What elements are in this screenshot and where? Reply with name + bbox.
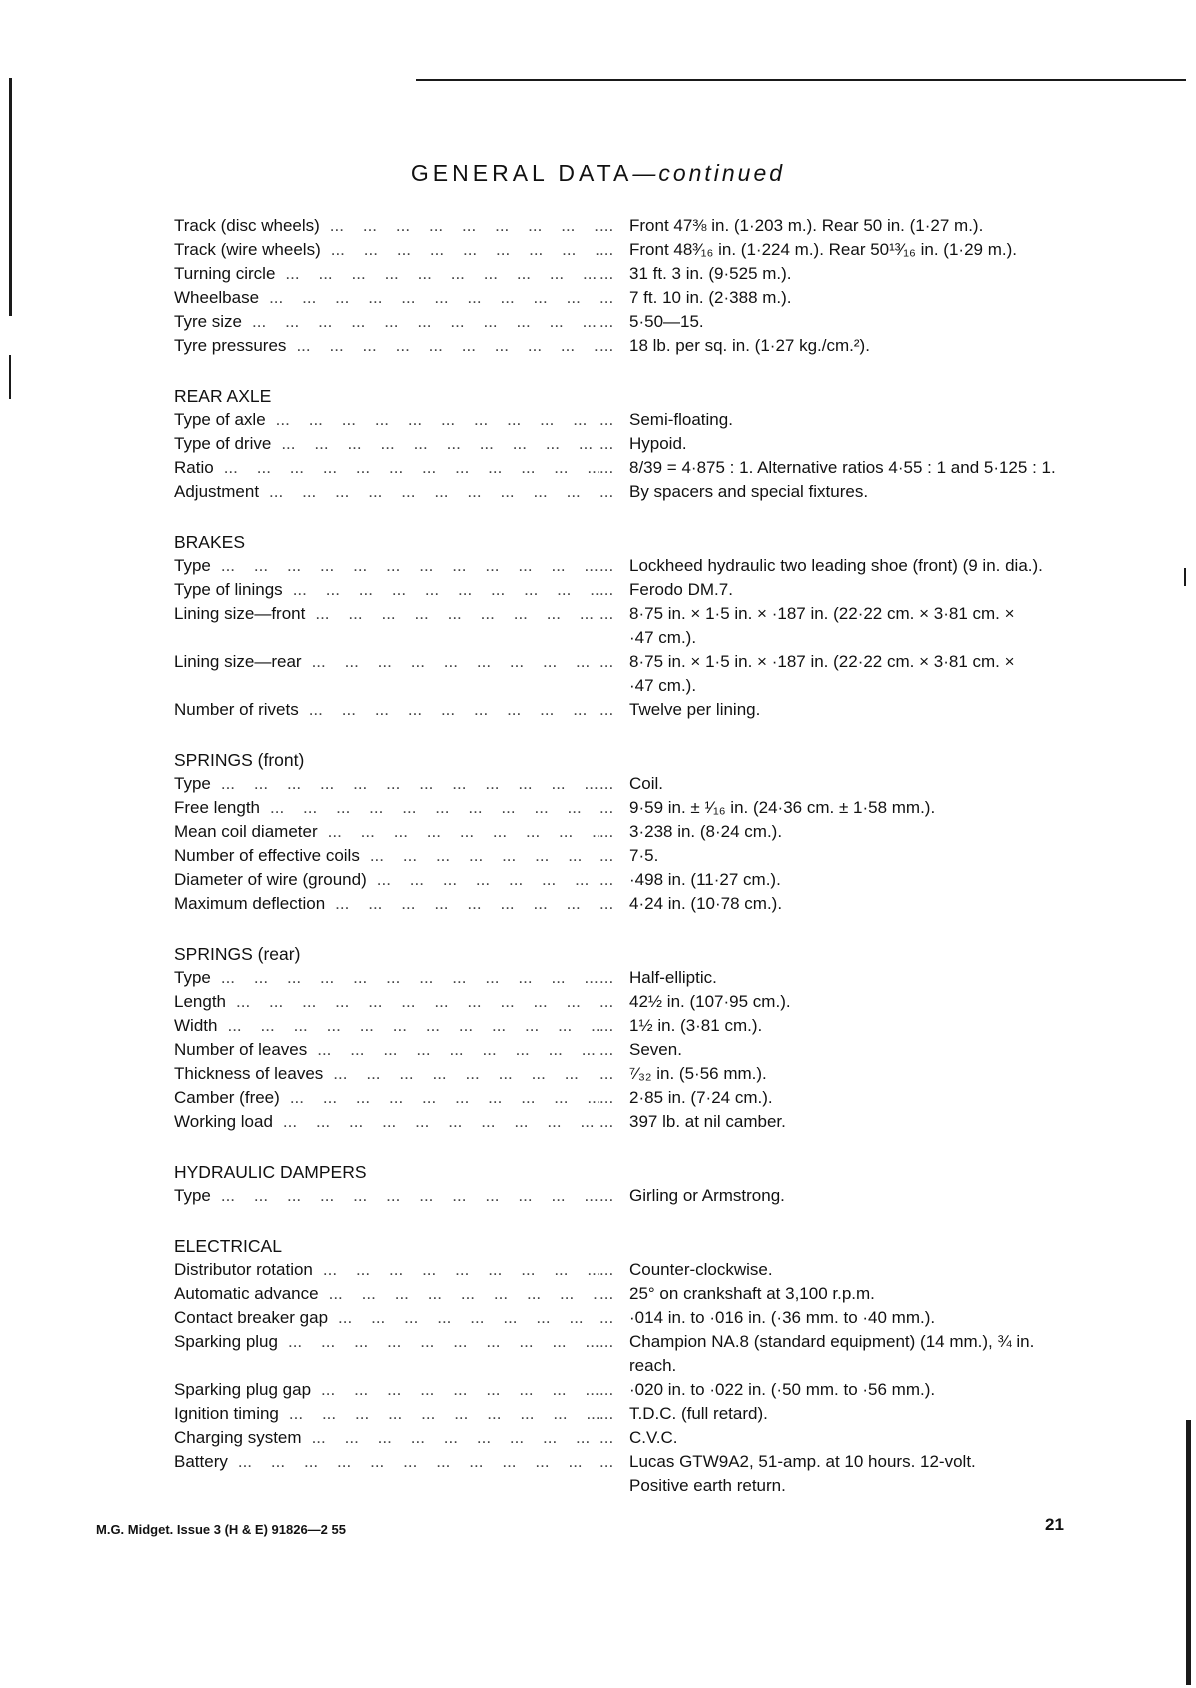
spec-row bbox=[174, 990, 1084, 1014]
spec-label bbox=[174, 1184, 599, 1208]
spec-value: 5·50—15. bbox=[629, 312, 704, 331]
spec-label bbox=[174, 1426, 599, 1450]
leader-dots: ... bbox=[599, 1088, 614, 1107]
spec-value: 8·75 in. × 1·5 in. × ·187 in. (22·22 cm. × 3·81 cm. × ·47 cm.). bbox=[629, 604, 1015, 647]
spec-value: 8·75 in. × 1·5 in. × ·187 in. (22·22 cm. × 3·81 cm. × ·47 cm.). bbox=[629, 652, 1015, 695]
spec-value: Semi-floating. bbox=[629, 410, 733, 429]
spec-row bbox=[174, 1038, 1084, 1062]
leader-dots: ... bbox=[599, 1308, 614, 1327]
spec-label-text: Width bbox=[174, 1016, 218, 1035]
leader-dots: ... bbox=[599, 1112, 614, 1131]
spec-label-text: Ignition timing bbox=[174, 1404, 279, 1423]
spec-row bbox=[174, 1014, 1084, 1038]
spec-value: Front 48³⁄₁₆ in. (1·224 m.). Rear 50¹³⁄₁₆ in. (1·29 m.). bbox=[629, 240, 1017, 259]
spec-label-text: Free length bbox=[174, 798, 260, 817]
left-margin-mark-small bbox=[9, 355, 11, 399]
spec-label-text: Lining size—front bbox=[174, 604, 306, 623]
spec-row bbox=[174, 456, 1084, 480]
left-margin-mark bbox=[9, 78, 12, 316]
spec-label-text: Diameter of wire (ground) bbox=[174, 870, 367, 889]
spec-value: 25° on crankshaft at 3,100 r.p.m. bbox=[629, 1284, 875, 1303]
spec-section bbox=[174, 1234, 1084, 1498]
spec-label-text: Type of axle bbox=[174, 410, 266, 429]
leader-dots: ... bbox=[599, 700, 614, 719]
leader-dots: ... bbox=[599, 652, 614, 671]
spec-label-text: Type bbox=[174, 1186, 211, 1205]
spec-label bbox=[174, 820, 599, 844]
spec-label bbox=[174, 1062, 599, 1086]
spec-row bbox=[174, 262, 1084, 286]
spec-row bbox=[174, 966, 1084, 990]
spec-label bbox=[174, 966, 599, 990]
spec-row bbox=[174, 286, 1084, 310]
leader-dots: ... bbox=[599, 894, 614, 913]
spec-label-text: Sparking plug bbox=[174, 1332, 278, 1351]
leader-dots: ... bbox=[599, 482, 614, 501]
spec-row bbox=[174, 408, 1084, 432]
spec-label-text: Type of drive bbox=[174, 434, 272, 453]
spec-section bbox=[174, 530, 1084, 722]
right-margin-mark bbox=[1184, 568, 1186, 586]
spec-label-text: Contact breaker gap bbox=[174, 1308, 329, 1327]
spec-row bbox=[174, 844, 1084, 868]
spec-row bbox=[174, 1258, 1084, 1282]
spec-label-text: Tyre pressures bbox=[174, 336, 287, 355]
spec-value: Hypoid. bbox=[629, 434, 687, 453]
spec-row bbox=[174, 796, 1084, 820]
spec-value: 2·85 in. (7·24 cm.). bbox=[629, 1088, 773, 1107]
spec-label bbox=[174, 1086, 599, 1110]
spec-value: Champion NA.8 (standard equipment) (14 mm.), ¾ in. reach. bbox=[629, 1332, 1035, 1375]
spec-label bbox=[174, 480, 599, 504]
spec-value: Lucas GTW9A2, 51-amp. at 10 hours. 12-volt. Positive earth return. bbox=[629, 1452, 976, 1495]
spec-label-text: Type bbox=[174, 774, 211, 793]
spec-value: 3·238 in. (8·24 cm.). bbox=[629, 822, 783, 841]
spec-row bbox=[174, 1330, 1084, 1378]
page-title bbox=[0, 160, 1196, 187]
spec-value: 397 lb. at nil camber. bbox=[629, 1112, 786, 1131]
spec-label-text: Track (wire wheels) bbox=[174, 240, 321, 259]
leader-dots: ... bbox=[599, 604, 614, 623]
spec-value: Ferodo DM.7. bbox=[629, 580, 733, 599]
spec-value: 9·59 in. ± ¹⁄₁₆ in. (24·36 cm. ± 1·58 mm.). bbox=[629, 798, 936, 817]
leader-dots: ... bbox=[599, 1040, 614, 1059]
section-heading: SPRINGS (front) bbox=[174, 750, 305, 770]
spec-label bbox=[174, 990, 599, 1014]
leader-dots: ... bbox=[599, 1260, 614, 1279]
leader-dots: ... bbox=[599, 312, 614, 331]
leader-dots: ... bbox=[599, 458, 614, 477]
spec-row bbox=[174, 1426, 1084, 1450]
spec-label-text: Ratio bbox=[174, 458, 214, 477]
spec-label-text: Lining size—rear bbox=[174, 652, 302, 671]
spec-row bbox=[174, 1110, 1084, 1134]
spec-label-text: Adjustment bbox=[174, 482, 260, 501]
section-heading: HYDRAULIC DAMPERS bbox=[174, 1162, 367, 1182]
spec-value: By spacers and special fixtures. bbox=[629, 482, 869, 501]
spec-label bbox=[174, 310, 599, 334]
spec-label-text: Automatic advance bbox=[174, 1284, 319, 1303]
spec-label bbox=[174, 1402, 599, 1426]
spec-row bbox=[174, 310, 1084, 334]
spec-section bbox=[174, 942, 1084, 1134]
spec-value: 18 lb. per sq. in. (1·27 kg./cm.²). bbox=[629, 336, 870, 355]
spec-row bbox=[174, 1062, 1084, 1086]
spec-label bbox=[174, 578, 599, 602]
spec-label-text: Number of effective coils bbox=[174, 846, 360, 865]
spec-label bbox=[174, 214, 599, 238]
spec-label bbox=[174, 1282, 599, 1306]
spec-row bbox=[174, 1378, 1084, 1402]
spec-label-text: Turning circle bbox=[174, 264, 276, 283]
spec-value: 31 ft. 3 in. (9·525 m.). bbox=[629, 264, 792, 283]
spec-label bbox=[174, 844, 599, 868]
page-title-main: GENERAL DATA bbox=[410, 160, 633, 186]
leader-dots: ... bbox=[599, 434, 614, 453]
spec-value: Counter-clockwise. bbox=[629, 1260, 773, 1279]
spec-label bbox=[174, 1258, 599, 1282]
spec-row bbox=[174, 554, 1084, 578]
spec-value: 7·5. bbox=[629, 846, 659, 865]
spec-section bbox=[174, 214, 1084, 358]
spec-row bbox=[174, 1282, 1084, 1306]
spec-label bbox=[174, 456, 599, 480]
leader-dots: ... bbox=[599, 264, 614, 283]
page-number: 21 bbox=[1045, 1515, 1064, 1534]
spec-row bbox=[174, 432, 1084, 456]
spec-value: ·014 in. to ·016 in. (·36 mm. to ·40 mm.). bbox=[629, 1308, 936, 1327]
spec-row bbox=[174, 820, 1084, 844]
spec-value: Girling or Armstrong. bbox=[629, 1186, 785, 1205]
spec-section bbox=[174, 1160, 1084, 1208]
leader-dots: ... bbox=[599, 556, 614, 575]
leader-dots: ... bbox=[599, 846, 614, 865]
spec-row bbox=[174, 1306, 1084, 1330]
spec-label bbox=[174, 892, 599, 916]
spec-label bbox=[174, 286, 599, 310]
spec-value: Coil. bbox=[629, 774, 664, 793]
spec-label bbox=[174, 334, 599, 358]
spec-label bbox=[174, 1038, 599, 1062]
spec-row bbox=[174, 480, 1084, 504]
spec-content bbox=[174, 214, 1084, 1524]
spec-value: Half-elliptic. bbox=[629, 968, 717, 987]
spec-value: ·498 in. (11·27 cm.). bbox=[629, 870, 781, 889]
leader-dots: ... bbox=[599, 1380, 614, 1399]
spec-label-text: Working load bbox=[174, 1112, 273, 1131]
spec-label-text: Length bbox=[174, 992, 226, 1011]
spec-value: ·020 in. to ·022 in. (·50 mm. to ·56 mm.). bbox=[629, 1380, 936, 1399]
spec-row bbox=[174, 1086, 1084, 1110]
spec-value: ⁷⁄₃₂ in. (5·56 mm.). bbox=[629, 1064, 767, 1083]
spec-label bbox=[174, 408, 599, 432]
spec-label-text: Number of rivets bbox=[174, 700, 299, 719]
spec-value: 8/39 = 4·875 : 1. Alternative ratios 4·55 : 1 and 5·125 : 1. bbox=[629, 458, 1056, 477]
spec-row bbox=[174, 1450, 1084, 1498]
leader-dots: ... bbox=[599, 1452, 614, 1471]
spec-label-text: Number of leaves bbox=[174, 1040, 308, 1059]
spec-label bbox=[174, 432, 599, 456]
spec-label-text: Distributor rotation bbox=[174, 1260, 313, 1279]
leader-dots: ... bbox=[599, 410, 614, 429]
spec-label bbox=[174, 602, 599, 650]
spec-label-text: Camber (free) bbox=[174, 1088, 280, 1107]
spec-label bbox=[174, 698, 599, 722]
spec-label-text: Mean coil diameter bbox=[174, 822, 318, 841]
spec-value: Front 47⅜ in. (1·203 m.). Rear 50 in. (1·27 m.). bbox=[629, 216, 984, 235]
leader-dots: ... bbox=[599, 1404, 614, 1423]
spec-label-text: Wheelbase bbox=[174, 288, 260, 307]
spec-label bbox=[174, 772, 599, 796]
spec-value: Seven. bbox=[629, 1040, 682, 1059]
spec-value: 1½ in. (3·81 cm.). bbox=[629, 1016, 763, 1035]
spec-value: 4·24 in. (10·78 cm.). bbox=[629, 894, 783, 913]
spec-row bbox=[174, 602, 1084, 650]
spec-row bbox=[174, 214, 1084, 238]
leader-dots: ... bbox=[599, 1332, 614, 1351]
spec-section bbox=[174, 384, 1084, 504]
leader-dots: ... bbox=[599, 1016, 614, 1035]
spec-row bbox=[174, 238, 1084, 262]
spec-label-text: Thickness of leaves bbox=[174, 1064, 324, 1083]
footer-publication: M.G. Midget. Issue 3 (H & E) 91826—2 55 bbox=[96, 1522, 346, 1537]
spec-label bbox=[174, 1330, 599, 1378]
leader-dots: ... bbox=[599, 240, 614, 259]
spec-value: Lockheed hydraulic two leading shoe (front) (9 in. dia.). bbox=[629, 556, 1043, 575]
spec-label bbox=[174, 238, 599, 262]
spec-section bbox=[174, 748, 1084, 916]
spec-row bbox=[174, 772, 1084, 796]
spec-label-text: Tyre size bbox=[174, 312, 243, 331]
spec-label-text: Track (disc wheels) bbox=[174, 216, 320, 235]
spec-label-text: Type bbox=[174, 968, 211, 987]
spec-label bbox=[174, 1378, 599, 1402]
spec-label bbox=[174, 868, 599, 892]
spec-row bbox=[174, 892, 1084, 916]
spec-label bbox=[174, 554, 599, 578]
spec-label-text: Charging system bbox=[174, 1428, 302, 1447]
spec-value: T.D.C. (full retard). bbox=[629, 1404, 768, 1423]
spec-label bbox=[174, 1014, 599, 1038]
spec-value: C.V.C. bbox=[629, 1428, 678, 1447]
section-heading: BRAKES bbox=[174, 532, 245, 552]
page-title-suffix: —continued bbox=[632, 160, 786, 186]
leader-dots: ... bbox=[599, 216, 614, 235]
spec-label bbox=[174, 1306, 599, 1330]
leader-dots: ... bbox=[599, 992, 614, 1011]
spec-label-text: Battery bbox=[174, 1452, 228, 1471]
spec-label bbox=[174, 796, 599, 820]
leader-dots: ... bbox=[599, 774, 614, 793]
spec-label bbox=[174, 1110, 599, 1134]
spec-row bbox=[174, 698, 1084, 722]
spec-label bbox=[174, 1450, 599, 1498]
leader-dots: ... bbox=[599, 968, 614, 987]
spec-label-text: Type of linings bbox=[174, 580, 283, 599]
spec-row bbox=[174, 578, 1084, 602]
section-heading: ELECTRICAL bbox=[174, 1236, 282, 1256]
leader-dots: ... bbox=[599, 1428, 614, 1447]
leader-dots: ... bbox=[599, 870, 614, 889]
leader-dots: ... bbox=[599, 1186, 614, 1205]
spec-value: 7 ft. 10 in. (2·388 m.). bbox=[629, 288, 792, 307]
spec-row bbox=[174, 650, 1084, 698]
spec-row bbox=[174, 1402, 1084, 1426]
section-heading: REAR AXLE bbox=[174, 386, 272, 406]
section-heading: SPRINGS (rear) bbox=[174, 944, 301, 964]
spec-label bbox=[174, 262, 599, 286]
spec-row bbox=[174, 1184, 1084, 1208]
leader-dots: ... bbox=[599, 336, 614, 355]
leader-dots: ... bbox=[599, 822, 614, 841]
spec-row bbox=[174, 334, 1084, 358]
leader-dots: ... bbox=[599, 1064, 614, 1083]
spec-label bbox=[174, 650, 599, 698]
leader-dots: ... bbox=[599, 288, 614, 307]
spec-value: 42½ in. (107·95 cm.). bbox=[629, 992, 791, 1011]
leader-dots: ... bbox=[599, 1284, 614, 1303]
spec-label-text: Maximum deflection bbox=[174, 894, 326, 913]
leader-dots: ... bbox=[599, 580, 614, 599]
spec-value: Twelve per lining. bbox=[629, 700, 761, 719]
spec-label-text: Sparking plug gap bbox=[174, 1380, 312, 1399]
spec-label-text: Type bbox=[174, 556, 211, 575]
spec-row bbox=[174, 868, 1084, 892]
right-edge-bar bbox=[1186, 1420, 1191, 1685]
top-rule bbox=[416, 79, 1186, 81]
leader-dots: ... bbox=[599, 798, 614, 817]
